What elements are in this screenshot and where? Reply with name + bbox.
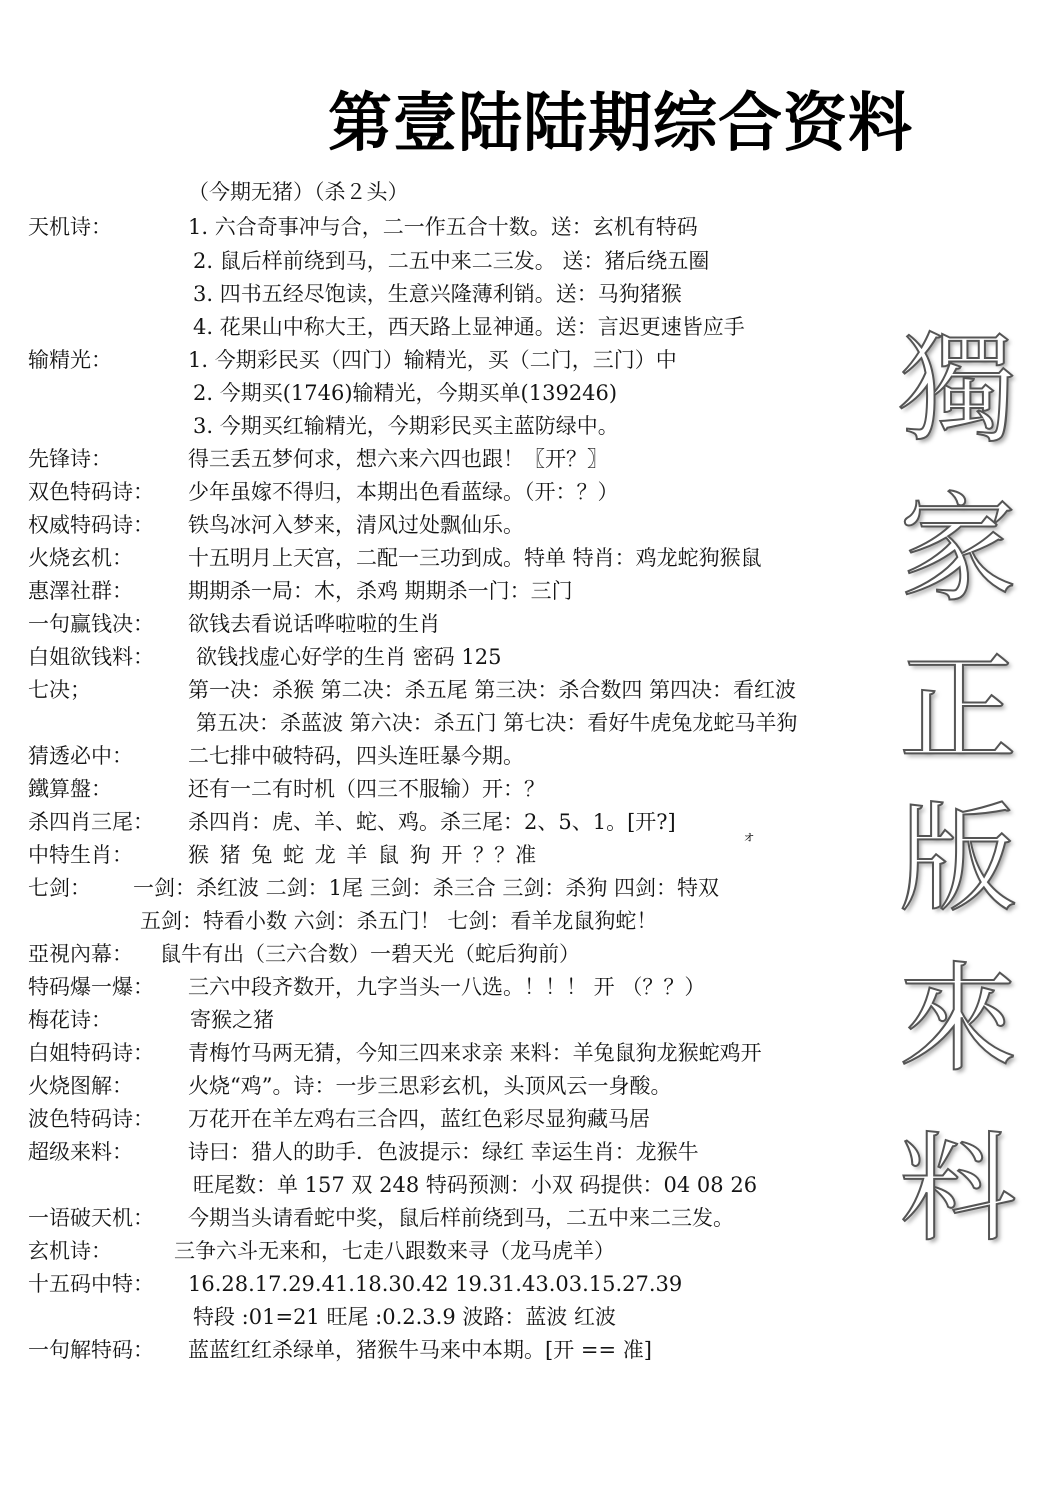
row-label: 七决；: [28, 678, 91, 702]
row-label: 特码爆一爆：: [28, 975, 154, 999]
row-text: 猴 猪 兔 蛇 龙 羊 鼠 狗 开 ？？准: [188, 843, 537, 867]
watermark-char: 家: [898, 480, 1017, 618]
page-title: 第壹陆陆期综合资料: [328, 87, 913, 161]
subtitle: （今期无猪）（杀２头）: [188, 180, 409, 204]
row-text: 二七排中破特码，四头连旺暴今期。: [188, 744, 524, 768]
row-label: 梅花诗：: [28, 1008, 112, 1032]
row-label: 杀四肖三尾：: [28, 810, 154, 834]
row-label: 亞視內幕：: [28, 942, 133, 966]
row-text: 青梅竹马两无猜，今知三四来求亲 来料：羊兔鼠狗龙猴蛇鸡开: [188, 1041, 762, 1065]
row-text: 一剑：杀红波 二剑：1尾 三剑：杀三合 三剑：杀狗 四剑：特双: [133, 876, 720, 900]
row-label: 鐵算盤：: [28, 777, 112, 801]
row-text: 1. 六合奇事冲与合，二一作五合十数。送：玄机有特码: [188, 215, 698, 239]
row-text: 寄猴之猪: [190, 1008, 274, 1032]
row-text: 16.28.17.29.41.18.30.42 19.31.43.03.15.27.39: [188, 1272, 683, 1296]
row-text: 三六中段齐数开，九字当头一八选。！！！ 开 （？？）: [188, 975, 706, 999]
row-text: 还有一二有时机（四三不服输）开：？: [188, 777, 545, 801]
row-label: 超级来料：: [28, 1140, 133, 1164]
row-text: 期期杀一局：木，杀鸡 期期杀一门：三门: [188, 579, 573, 603]
row-label: 权威特码诗：: [28, 513, 154, 537]
row-label: 火烧玄机：: [28, 546, 133, 570]
row-label: 一语破天机：: [28, 1206, 154, 1230]
row-text: 3. 四书五经尽饱读，生意兴隆薄利销。送：马狗猪猴: [193, 282, 682, 306]
row-text: 欲钱去看说话哗啦啦的生肖: [188, 612, 440, 636]
row-text: 1. 今期彩民买（四门）输精光，买（二门，三门）中: [188, 348, 677, 372]
stray-mark: ォ: [742, 829, 756, 845]
row-label: 十五码中特：: [28, 1272, 154, 1296]
watermark-char: 來: [898, 950, 1017, 1088]
row-label: 天机诗：: [28, 215, 112, 239]
row-text: 诗曰：猎人的助手．色波提示：绿红 幸运生肖：龙猴牛: [188, 1140, 699, 1164]
row-text: 欲钱找虚心好学的生肖 密码 125: [196, 645, 502, 669]
row-text: 杀四肖：虎、羊、蛇、鸡。杀三尾：2、5、1。[开?]: [188, 810, 676, 834]
row-text: 第一决：杀猴 第二决：杀五尾 第三决：杀合数四 第四决：看红波: [188, 678, 797, 702]
row-label: 火烧图解：: [28, 1074, 133, 1098]
row-label: 输精光：: [28, 348, 112, 372]
watermark-char: 獨: [898, 320, 1017, 458]
row-text: 铁鸟冰河入梦来，清风过处飘仙乐。: [188, 513, 524, 537]
row-label: 一句解特码：: [28, 1338, 154, 1362]
row-text: 2. 今期买(1746)输精光，今期买单(139246): [193, 381, 618, 405]
watermark-char: 正: [898, 640, 1017, 778]
row-label: 先锋诗：: [28, 447, 112, 471]
row-label: 惠澤社群：: [28, 579, 133, 603]
row-label: 波色特码诗：: [28, 1107, 154, 1131]
row-text: 十五明月上天宫，二配一三功到成。特单 特肖：鸡龙蛇狗猴鼠: [188, 546, 762, 570]
row-text: 万花开在羊左鸡右三合四，蓝红色彩尽显狗藏马居: [188, 1107, 650, 1131]
row-text: 少年虽嫁不得归，本期出色看蓝绿。（开：？）: [188, 480, 619, 504]
row-text: 4. 花果山中称大王，西天路上显神通。送：言迟更速皆应手: [193, 315, 745, 339]
row-label: 白姐欲钱料：: [28, 645, 154, 669]
watermark-char: 版: [898, 790, 1017, 928]
watermark-stamp: [878, 320, 1038, 1410]
row-text: 得三丢五梦何求，想六来六四也跟！〖开？〗: [188, 447, 608, 471]
row-label: 中特生肖：: [28, 843, 133, 867]
row-label: 双色特码诗：: [28, 480, 154, 504]
row-text: 第五决：杀蓝波 第六决：杀五门 第七决：看好牛虎兔龙蛇马羊狗: [196, 711, 798, 735]
row-text: 特段 :01=21 旺尾 :0.2.3.9 波路：蓝波 红波: [193, 1305, 617, 1329]
row-text: 2. 鼠后样前绕到马，二五中来二三发。 送：猪后绕五圈: [193, 249, 710, 273]
row-text: 旺尾数：单 157 双 248 特码预测：小双 码提供：04 08 26: [193, 1173, 758, 1197]
row-text: 五剑：特看小数 六剑：杀五门！ 七剑：看羊龙鼠狗蛇！: [140, 909, 658, 933]
row-label: 一句赢钱决：: [28, 612, 154, 636]
row-text: 3. 今期买红输精光，今期彩民买主蓝防绿中。: [193, 414, 619, 438]
row-label: 七剑：: [28, 876, 91, 900]
row-text: 今期当头请看蛇中奖，鼠后样前绕到马，二五中来二三发。: [188, 1206, 734, 1230]
row-label: 玄机诗：: [28, 1239, 112, 1263]
row-text: 火烧“鸡”。诗：一步三思彩玄机，头顶风云一身酸。: [188, 1074, 672, 1098]
row-label: 白姐特码诗：: [28, 1041, 154, 1065]
row-text: 鼠牛有出（三六合数）一碧天光（蛇后狗前）: [160, 942, 580, 966]
row-text: 三争六斗无来和，七走八跟数来寻（龙马虎羊）: [174, 1239, 615, 1263]
row-label: 猜透必中：: [28, 744, 133, 768]
watermark-char: 料: [898, 1120, 1017, 1258]
row-text: 蓝蓝红红杀绿单，猪猴牛马来中本期。[开 == 准]: [188, 1338, 652, 1362]
